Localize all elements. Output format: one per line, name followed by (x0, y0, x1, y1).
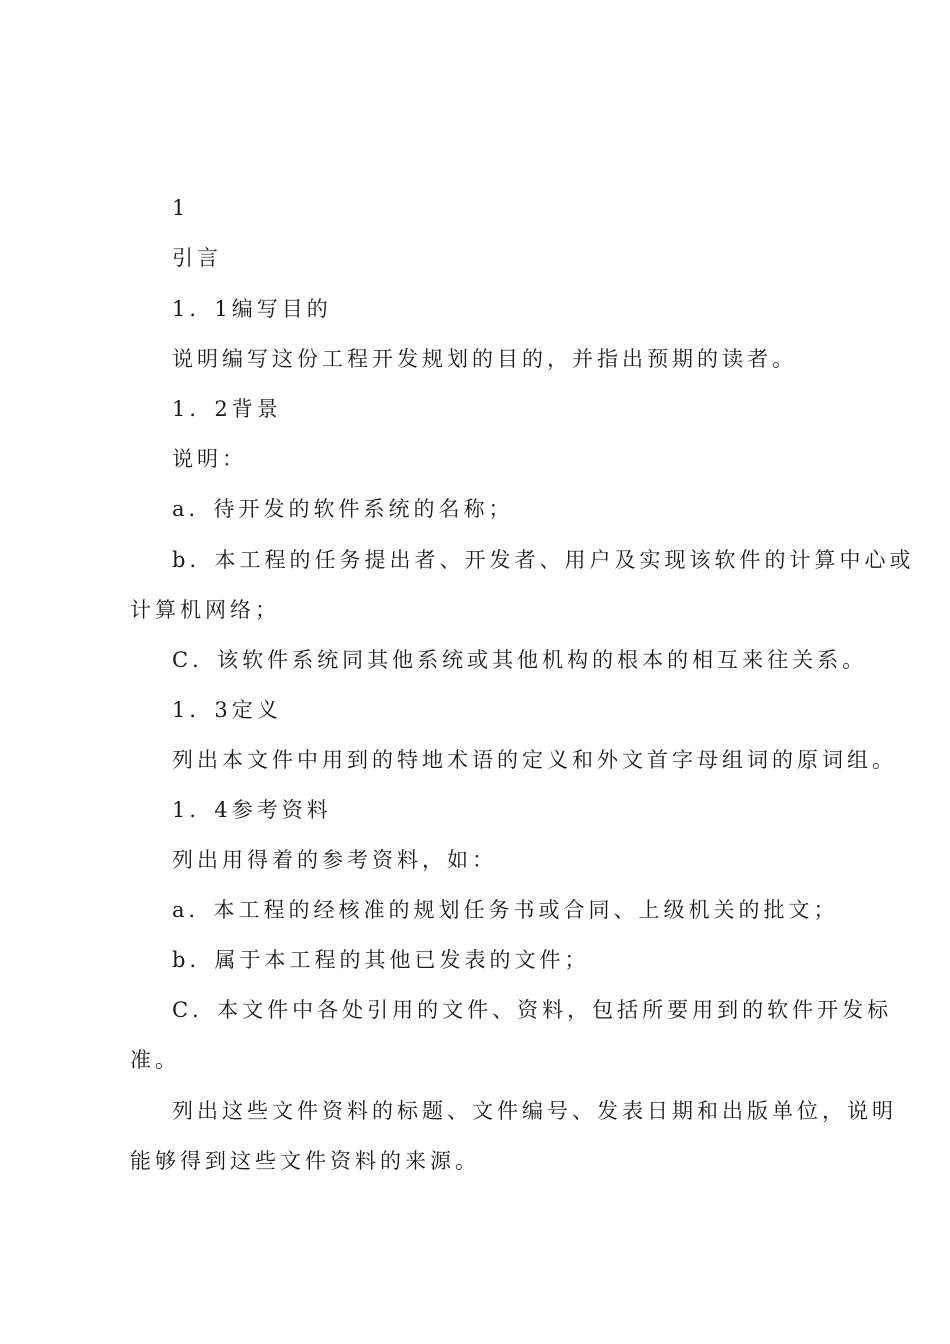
list-item-references-a: a．本工程的经核准的规划任务书或合同、上级机关的批文； (172, 898, 839, 922)
paragraph-purpose: 说明编写这份工程开发规划的目的，并指出预期的读者。 (172, 347, 797, 371)
list-item-background-c: C．该软件系统同其他系统或其他机构的根本的相互来往关系。 (172, 648, 868, 672)
subsection-title-definitions: 1．3定义 (172, 698, 282, 722)
subsection-title-purpose: 1．1编写目的 (172, 297, 332, 321)
paragraph-references-intro: 列出用得着的参考资料，如： (172, 848, 497, 872)
paragraph-background-intro: 说明： (172, 447, 247, 471)
section-number: 1 (172, 196, 190, 220)
list-item-background-b: b．本工程的任务提出者、开发者、用户及实现该软件的计算中心或 (172, 548, 915, 572)
list-item-background-a: a．待开发的软件系统的名称； (172, 497, 514, 521)
list-item-references-c: C．本文件中各处引用的文件、资料，包括所要用到的软件开发标 (172, 998, 893, 1022)
list-item-references-b: b．属于本工程的其他已发表的文件； (172, 948, 590, 972)
list-item-references-c-continued: 准。 (130, 1048, 180, 1072)
paragraph-references-sources: 列出这些文件资料的标题、文件编号、发表日期和出版单位，说明 (172, 1099, 897, 1123)
list-item-background-b-continued: 计算机网络； (130, 598, 280, 622)
subsection-title-references: 1．4参考资料 (172, 798, 332, 822)
paragraph-references-sources-continued: 能够得到这些文件资料的来源。 (130, 1149, 480, 1173)
paragraph-definitions: 列出本文件中用到的特地术语的定义和外文首字母组词的原词组。 (172, 748, 897, 772)
subsection-title-background: 1．2背景 (172, 397, 282, 421)
section-title-introduction: 引言 (172, 246, 222, 270)
